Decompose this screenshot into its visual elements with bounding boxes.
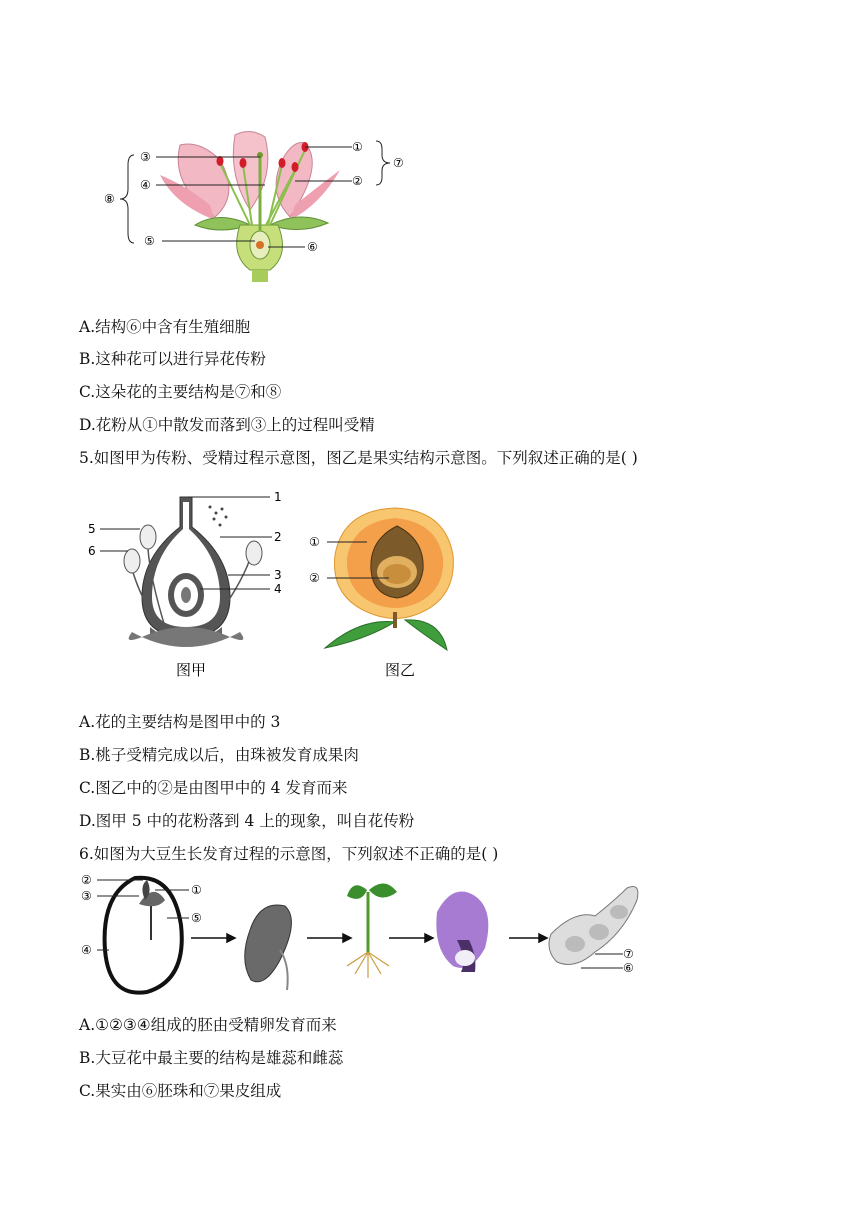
q5-option-c: C.图乙中的②是由图甲中的 4 发育而来 [79, 779, 348, 797]
label-3: 3 [274, 568, 282, 582]
label-1: 1 [274, 490, 282, 504]
label-2: ② [352, 174, 363, 188]
label-7: ⑦ [623, 947, 634, 961]
label-6: 6 [88, 544, 96, 558]
q5-option-a: A.花的主要结构是图甲中的 3 [79, 713, 281, 731]
label-5: ⑤ [144, 234, 155, 248]
label-5: 5 [88, 522, 96, 536]
label-4: 4 [274, 582, 282, 596]
fruit-structure-figure [305, 500, 460, 682]
label-8: ⑧ [104, 192, 115, 206]
label-1: ① [352, 140, 363, 154]
label-4: ④ [81, 943, 92, 957]
label-2: 2 [274, 530, 282, 544]
q6-option-c: C.果实由⑥胚珠和⑦果皮组成 [79, 1082, 282, 1100]
q5-stem: 5.如图甲为传粉、受精过程示意图，图乙是果实结构示意图。下列叙述正确的是( ) [79, 449, 638, 467]
soybean-growth-figure [75, 870, 645, 1000]
label-5: ⑤ [191, 911, 202, 925]
label-1: ① [309, 535, 320, 549]
q6-stem: 6.如图为大豆生长发育过程的示意图，下列叙述不正确的是( ) [79, 845, 499, 863]
q5-option-b: B.桃子受精完成以后，由珠被发育成果肉 [79, 746, 359, 764]
figure-a-caption: 图甲 [176, 661, 207, 679]
flower-structure-figure [100, 125, 420, 285]
figure-b-caption: 图乙 [385, 661, 416, 679]
label-3: ③ [140, 150, 151, 164]
q5-option-d: D.图甲 5 中的花粉落到 4 上的现象，叫自花传粉 [79, 812, 415, 830]
label-6: ⑥ [623, 961, 634, 975]
label-2: ② [309, 571, 320, 585]
q4-option-c: C.这朵花的主要结构是⑦和⑧ [79, 383, 282, 401]
q6-option-a: A.①②③④组成的胚由受精卵发育而来 [79, 1016, 337, 1034]
q4-option-b: B.这种花可以进行异花传粉 [79, 350, 266, 368]
q4-option-a: A.结构⑥中含有生殖细胞 [79, 318, 251, 336]
label-4: ④ [140, 178, 151, 192]
pollination-figure [80, 487, 295, 682]
label-6: ⑥ [307, 240, 318, 254]
label-7: ⑦ [393, 156, 404, 170]
label-2: ② [81, 873, 92, 887]
q6-option-b: B.大豆花中最主要的结构是雄蕊和雌蕊 [79, 1049, 344, 1067]
label-3: ③ [81, 889, 92, 903]
q4-option-d: D.花粉从①中散发而落到③上的过程叫受精 [79, 416, 375, 434]
label-1: ① [191, 883, 202, 897]
